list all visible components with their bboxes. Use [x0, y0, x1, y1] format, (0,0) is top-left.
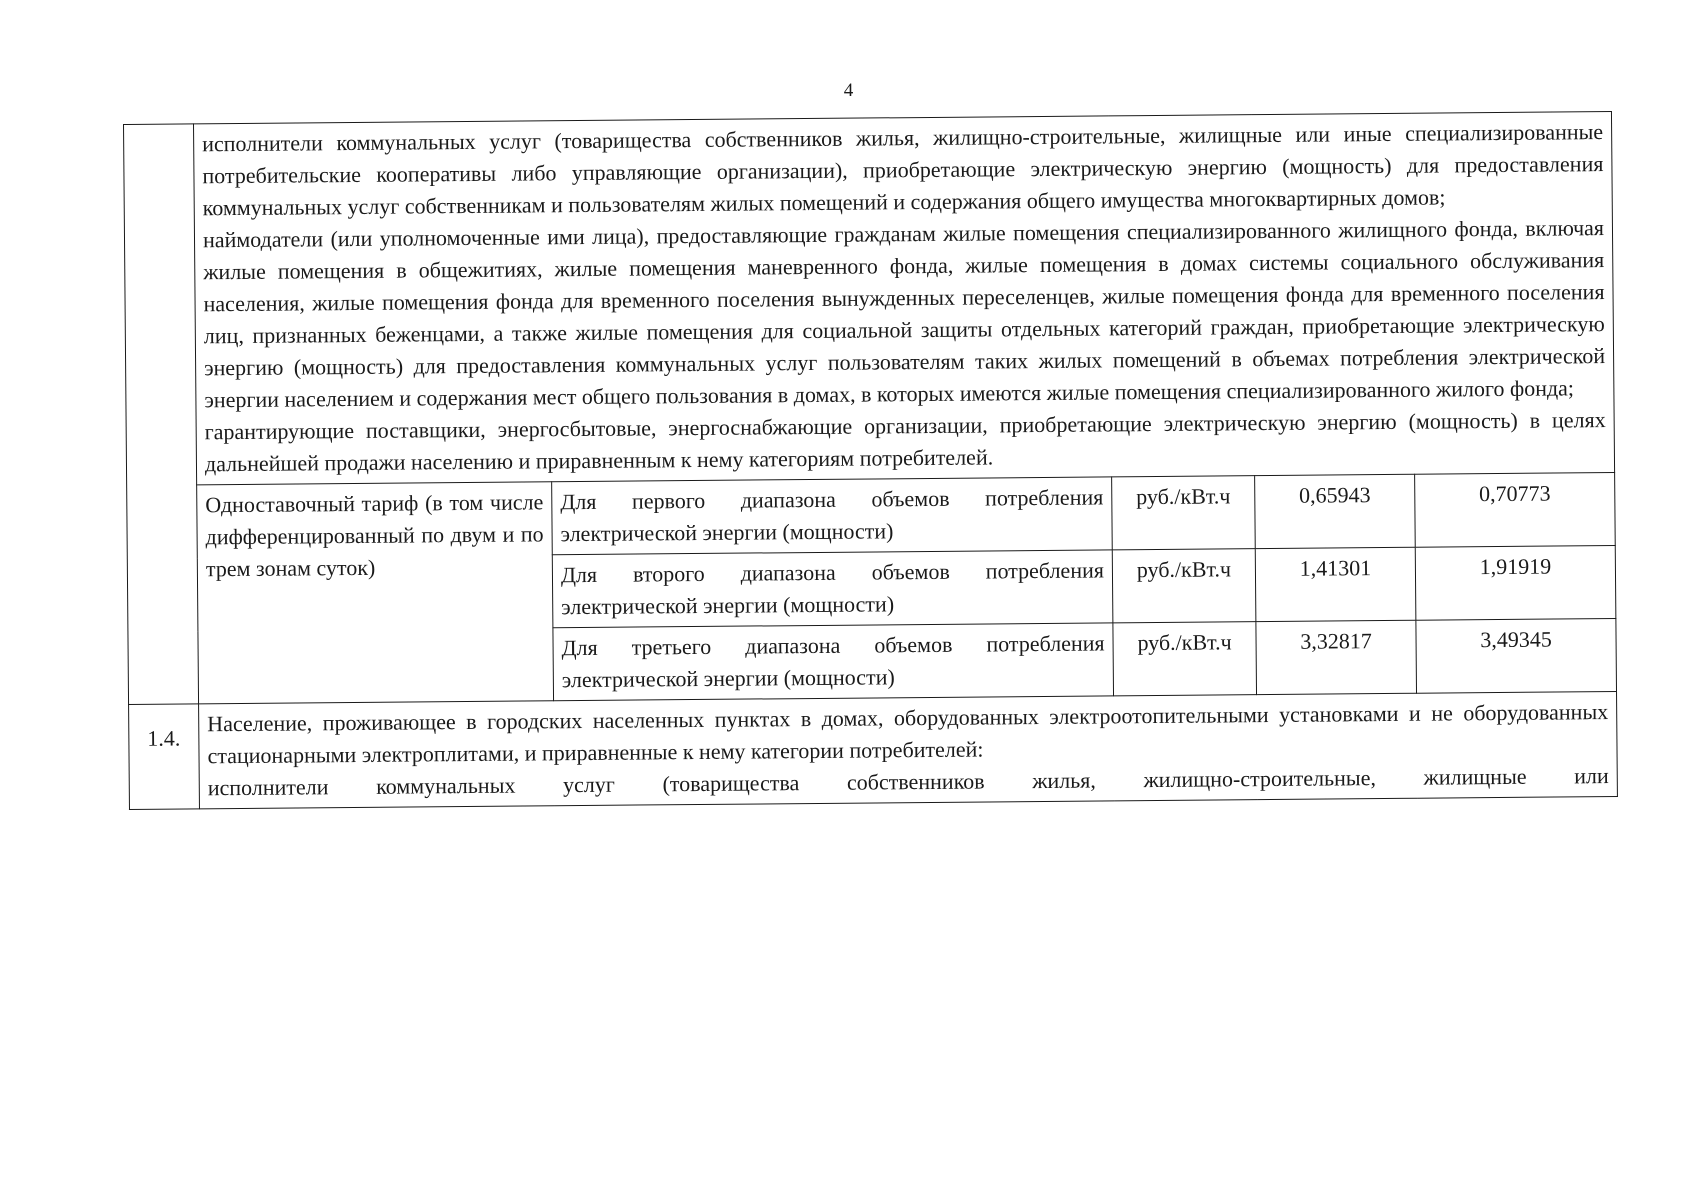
number-cell-empty: [124, 124, 199, 705]
tariff-row-1: [127, 472, 1616, 558]
consumer-categories-row: [124, 112, 1615, 486]
range-3-value-2: 3,49345: [1416, 618, 1617, 693]
paragraph-population: Население, проживающее в городских населенных пунктах в домах, оборудованных электроотопительными установками и не оборудованных стационарными электроплитами, и приравненные к нему категории потребителей:: [207, 699, 1609, 769]
range-2-unit: руб./кВт.ч: [1112, 549, 1256, 623]
range-1-description: Для первого диапазона объемов потребления электрической энергии (мощности): [552, 477, 1113, 555]
section-1-4-text: [199, 691, 1618, 808]
tariff-table: [123, 111, 1618, 810]
range-3-description: Для третьего диапазона объемов потребления электрической энергии (мощности): [553, 623, 1114, 701]
range-1-value-2: 0,70773: [1415, 472, 1616, 547]
paragraph-executors-continued: исполнители коммунальных услуг (товарищества собственников жилья, жилищно-строительные, жилищные или: [207, 763, 1609, 801]
range-2-value-2: 1,91919: [1415, 545, 1616, 620]
range-1-value-1: 0,65943: [1255, 474, 1416, 548]
section-1-4-row: [129, 691, 1618, 809]
range-2-value-1: 1,41301: [1255, 547, 1416, 621]
section-1-4-number: 1.4.: [129, 704, 200, 810]
range-3-value-1: 3,32817: [1256, 620, 1417, 694]
range-3-unit: руб./кВт.ч: [1113, 622, 1257, 696]
paragraph-suppliers: гарантирующие поставщики, энергосбытовые, энергоснабжающие организации, приобретающие электрическую энергию (мощность) в целях дальнейшей продажи населению и приравненным к нему категориям потребителей.: [204, 407, 1606, 477]
range-2-description: Для второго диапазона объемов потребления электрической энергии (мощности): [552, 550, 1113, 628]
page-number: 4: [843, 80, 854, 101]
paragraph-landlords: наймодатели (или уполномоченные ими лица), предоставляющие гражданам жилые помещения специализированного жилищного фонда, включая жилые помещения в общежитиях, жилые помещения маневренного фонда, жилые помещения в домах системы социального обслуживания населения, жилые помещения фонда для временного поселения вынужденных переселенцев, жилые помещения фонда для временного поселения лиц, признанных беженцами, а также жилые помещения для социальной защиты отдельных категорий граждан, приобретающие электрическую энергию (мощность) для предоставления коммунальных услуг пользователям таких жилых помещений в объемах потребления электрической энергии населением и содержания мест общего пользования в домах, в которых имеются жилые помещения специализированного жилого фонда;: [202, 215, 1606, 413]
consumer-categories-text: [194, 112, 1615, 485]
range-1-unit: руб./кВт.ч: [1112, 476, 1256, 550]
paragraph-executors: исполнители коммунальных услуг (товарищества собственников жилья, жилищно-строительные, жилищные или иные специализированные потребительские кооперативы либо управляющие организации), приобретающие электрическую энергию (мощность) для предоставления коммунальных услуг собственникам и пользователям жилых помещений и содержания общего имущества многоквартирных домов;: [202, 119, 1604, 221]
tariff-label: Одноставочный тариф (в том числе дифференцированный по двум и по трем зонам суток): [197, 482, 554, 704]
